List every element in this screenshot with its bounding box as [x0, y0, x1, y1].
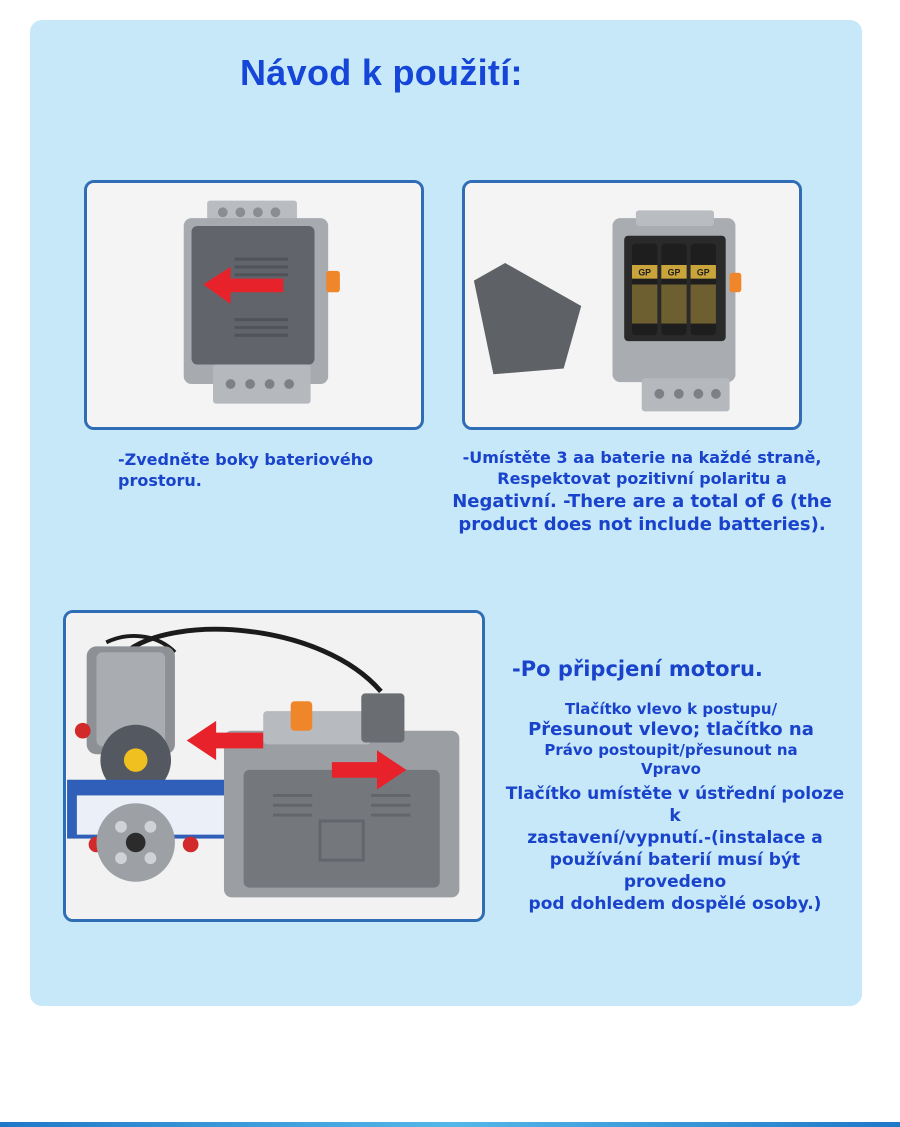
step3-stop-text — [500, 783, 850, 916]
battery-brand-2: GP — [667, 267, 681, 278]
step3-line8: pod dohledem dospělé osoby.) — [528, 894, 822, 915]
step3-line1: Tlačítko vlevo k postupu/ — [564, 700, 778, 718]
step3-line3: Právo postoupit/přesunout na — [544, 741, 798, 760]
bottom-divider — [0, 1122, 900, 1127]
battery-box-illustration — [87, 183, 421, 427]
step2-line3: Negativní. -There are a total of 6 (the — [452, 490, 832, 512]
step2-line2: Respektovat pozitivní polaritu a — [497, 468, 787, 488]
step1-caption: -Zvedněte boky bateriového prostoru. — [118, 450, 374, 490]
step3-line4: Vpravo — [641, 760, 701, 778]
batteries-illustration — [465, 183, 799, 427]
step3-line2: Přesunout vlevo; tlačítko na — [528, 718, 814, 740]
step3-direction-text — [506, 700, 836, 779]
open-battery-compartment-photo — [462, 180, 802, 430]
step3-heading: -Po připcjení motoru. — [512, 657, 763, 681]
step2-line4: product does not include batteries). — [458, 513, 826, 535]
step2-caption — [452, 448, 832, 536]
step3-line6: zastavení/vypnutí.-(instalace a — [527, 828, 823, 849]
step3-line5: Tlačítko umístěte v ústřední poloze k — [505, 784, 845, 827]
step3-line7: používání baterií musí být provedeno — [549, 850, 801, 893]
step2-line1: -Umístěte 3 aa baterie na každé straně, — [462, 448, 822, 467]
page-title: Návod k použití: — [240, 52, 523, 93]
battery-box-photo — [84, 180, 424, 430]
motor-illustration — [66, 613, 482, 919]
motor-connection-photo — [63, 610, 485, 922]
battery-brand-3: GP — [696, 267, 710, 278]
battery-brand-1: GP — [638, 267, 652, 278]
